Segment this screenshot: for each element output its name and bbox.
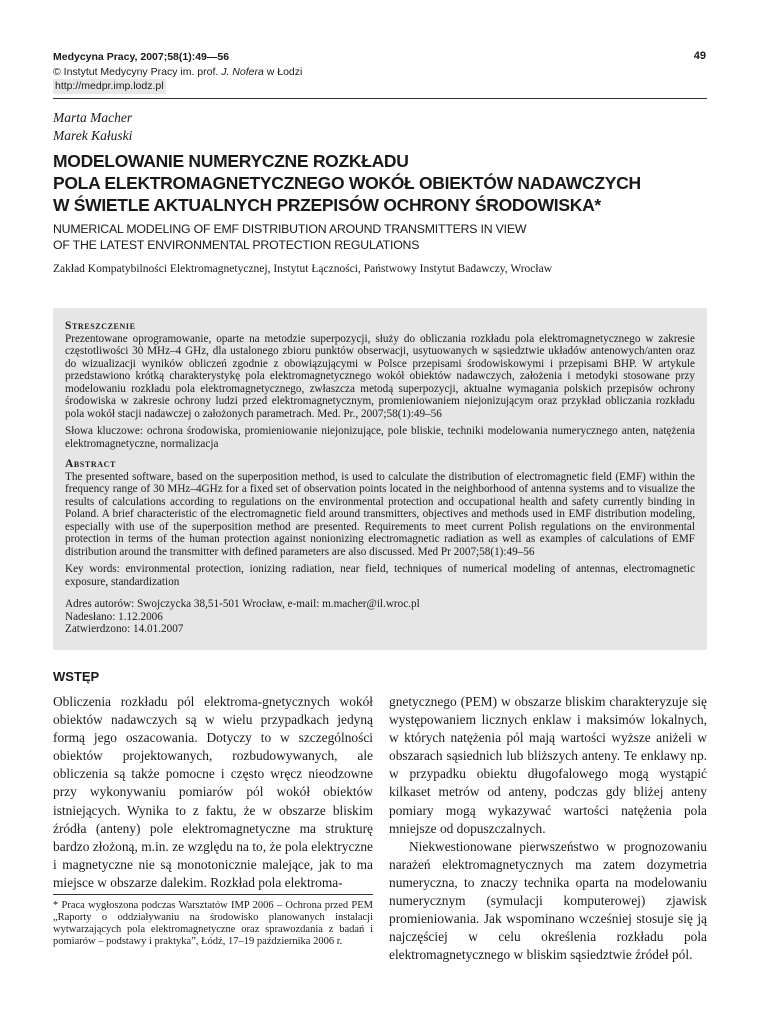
title-line: MODELOWANIE NUMERYCZNE ROZKŁADU [53,151,409,171]
footnote: * Praca wygłoszona podczas Warsztatów IMP 2006 – Ochrona przed PEM „Raporty o oddziaływaniu na środowisko planowanych instalacji wytwarzających pola elektromagnetyczne oraz sprawozdania z badań i pomiarów – podstawy i praktyka”, Łódź, 17–19 października 2006 r. [53,900,373,947]
author-address: Adres autorów: Swojczycka 38,51-501 Wrocław, e-mail: m.macher@il.wroc.pl [65,598,420,610]
polish-keywords: Słowa kluczowe: ochrona środowiska, promieniowanie niejonizujące, pole bliskie, techniki modelowania numerycznego anten, natężenia elektromagnetyczne, normalizacja [65,425,695,450]
subtitle-line: NUMERICAL MODELING OF EMF DISTRIBUTION AROUND TRANSMITTERS IN VIEW [53,222,527,236]
copyright-line: © Instytut Medycyny Pracy im. prof. J. Nofera w Łodzi [53,65,303,78]
footnote-divider [53,894,373,895]
journal-header [53,50,302,94]
affiliation: Zakład Kompatybilności Elektromagnetycznej, Instytut Łączności, Państwowy Instytut Badawczy, Wrocław [53,263,553,275]
streszczenie-text: Prezentowane oprogramowanie, oparte na metodzie superpozycji, służy do obliczania rozkładu pola elektromagnetycznego w zakresie częstotliwości 30 MHz–4 GHz, dla ustalonego zbioru punktów obserwacji, usytuowanych w sąsiedztwie układów antenowych/anten oraz do wizualizacji wyników obliczeń zgodnie z obowiązującymi w Polsce przepisami środowiskowymi i przepisami BHP. W artykule przedstawiono krótką charakterystykę pola elektromagnetycznego wokół obiektów nadawczych, założenia i metodyki stosowane przy modelowaniu rozkładu pola elektromagnetycznego, zwłaszcza metodą superpozycji, aktualne wymagania polskich przepisów ochrony środowiska w zakresie ochrony ludzi przed elektromagnetycznym, promieniowaniem niejonizującym oraz przykład obliczania rozkładu pola wokół stacji nadawczej o założonych parametrach. Med. Pr., 2007;58(1):49–56 [65,332,695,420]
abstract-text: The presented software, based on the superposition method, is used to calculate the distribution of electromagnetic field (EMF) within the frequency range of 30 MHz–4GHz for a fixed set of observation points located in the neighborhood of antenna systems and to visualize the results of calculations according to regulations on the environmental protection and occupational health and safety currently binding in Poland. A brief characteristic of the electromagnetic field around transmitters, objectives and methods used in EMF distribution modeling, especially with use of the superposition method are presented. Requirements to meet current Polish regulations on the environmental protection in terms of the human protection against nonionizing electromagnetic radiation as well as examples of calculations of EMF distribution around the transmitter with defined parameters are also discussed. Med Pr 2007;58(1):49–56 [65,470,695,558]
author-name: Marta Macher [53,110,133,125]
body-paragraph: Niekwestionowane pierwszeństwo w prognozowaniu narażeń elektromagnetycznych ma zatem dozymetria numeryczna, to znaczy technika oparta na modelowaniu numerycznym (symulacji komputerowej) zjawisk promieniowania. Jak wspominano wcześniej stosuje się ją najczęściej w celu określenia rozkładu pola elektromagnetycznego w bliskim sąsiedztwie źródeł pól. [389,838,707,963]
streszczenie-heading: Streszczenie [65,320,136,332]
article-title [53,150,641,216]
page-number: 49 [693,50,706,62]
author-name: Marek Kałuski [53,128,133,143]
english-keywords: Key words: environmental protection, ionizing radiation, near field, techniques of numerical modeling of antennas, electromagnetic exposure, standardization [65,563,695,588]
journal-citation: Medycyna Pracy, 2007;58(1):49—56 [53,51,230,63]
subtitle-line: OF THE LATEST ENVIRONMENTAL PROTECTION REGULATIONS [53,237,420,252]
section-heading: WSTĘP [53,669,100,684]
abstract-heading: Abstract [65,458,116,470]
title-line: W ŚWIETLE AKTUALNYCH PRZEPISÓW OCHRONY ŚRODOWISKA* [53,195,601,215]
title-line: POLA ELEKTROMAGNETYCZNEGO WOKÓŁ OBIEKTÓW NADAWCZYCH [53,173,641,193]
journal-url-link[interactable]: http://medpr.imp.lodz.pl [55,80,164,92]
english-title [53,222,526,253]
approved-date: Zatwierdzono: 14.01.2007 [65,623,184,635]
author-list [53,109,132,145]
header-divider [53,98,707,99]
left-column [53,693,373,892]
received-date: Nadesłano: 1.12.2006 [65,610,163,623]
body-paragraph: Obliczenia rozkładu pól elektroma-gnetycznych wokół obiektów nadawczych są w wielu przypadkach jedyną formą jego oszacowania. Dotyczy to w szczególności obiektów projektowanych, rozbudowywanych, ale obliczenia są także pomocne i często wręcz nieodzowne przy wykonywaniu pomiarów pól wokół obiektów istniejących. Wynika to z faktu, że w obszarze bliskim źródła (anteny) pole elektromagnetyczne ma strukturę bardzo złożoną, m.in. ze względu na to, że pola elektryczne i magnetyczne nie są monotonicznie malejące, jak to ma miejsce w obszarze dalekim. Rozkład pola elektroma- [53,694,373,890]
right-column [389,693,707,964]
abstract-box [53,308,707,650]
body-paragraph: gnetycznego (PEM) w obszarze bliskim charakteryzuje się występowaniem licznych enklaw i maksimów lokalnych, w których natężenia pól mają wartości wyższe aniżeli w obszarach sąsiednich lub bliższych anteny. Te enklawy np. w przypadku obiektu długofalowego mogą wystąpić kilkaset metrów od anteny, podczas gdy bliżej anteny pomiary mogą wykazywać wartości natężenia pola mniejsze od dopuszczalnych. [389,694,707,836]
